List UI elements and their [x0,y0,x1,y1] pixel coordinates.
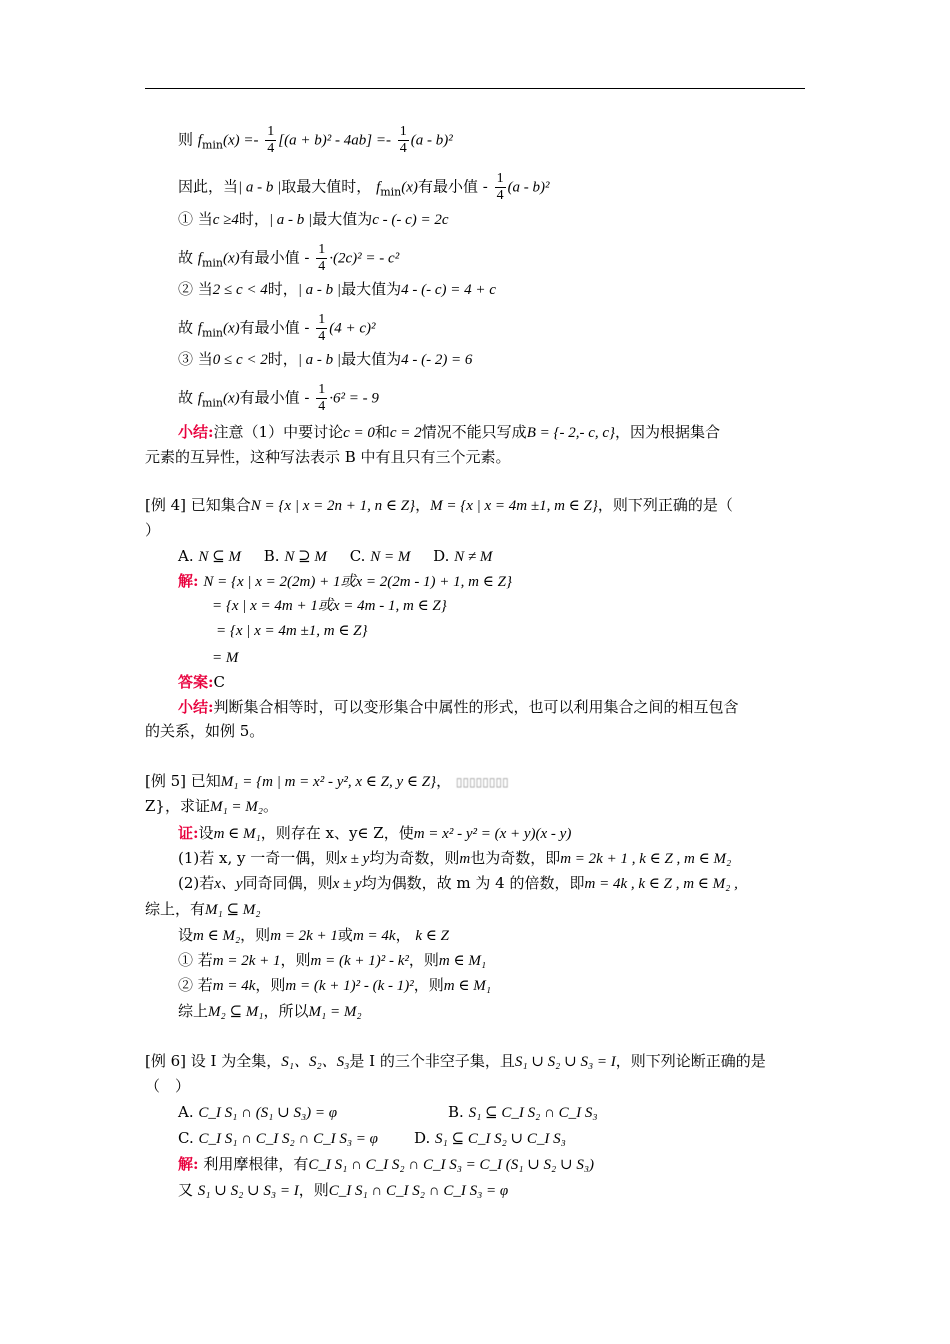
fraction: $\frac{1}{4}$ [318,312,326,344]
fraction: $\frac{1}{4}$ [496,171,504,203]
ex4-solution-2: = {x | x = 4m + 1或x = 4m - 1, m ∈ Z} [212,598,447,614]
line-case1-result: 故 $f_{min}(x)$有最小值 - $\frac{1}{4}$ ·(2c)² = - c² [178,242,400,274]
line-therefore: 因此，当| a - b |取最大值时， $f_{min}(x)$有最小值 - $\frac{1}{4}$ (a - b)² [178,171,550,203]
fraction: $\frac{1}{4}$ [267,124,275,156]
ex5-proof-3: (2)若x、y同奇同偶，则x ± y均为偶数，故 m 为 4 的倍数，即m = 4k , k ∈ Z , m ∈ M₂ , [178,874,738,892]
ex4-summary-2: 的关系，如例 5。 [145,722,265,740]
ex4-answer: 答案:C [178,673,226,691]
line-fmin-formula: 则 $f_{min}(x)$ =- $\frac{1}{4}$ [(a + b)² - 4ab] =- $\frac{1}{4}$ (a - b)² [178,124,453,156]
line-case3-result: 故 $f_{min}(x)$有最小值 - $\frac{1}{4}$ ·6² = - 9 [178,382,379,414]
garbled-text-image: ▯▯▯▯▯▯▯▯ [455,775,509,789]
summary1-line2: 元素的互异性，这种写法表示 B 中有且只有三个元素。 [145,448,511,466]
ex4-question: [例 4] 已知集合N = {x | x = 2n + 1, n ∈ Z}，M = {x | x = 4m ±1, m ∈ Z}，则下列正确的是（ [145,496,733,514]
ex5-proof-4: 综上，有M₁ ⊆ M₂ [145,900,261,918]
fraction: $\frac{1}{4}$ [318,382,326,414]
fraction: $\frac{1}{4}$ [399,124,407,156]
ex5-proof-8: 综上M₂ ⊆ M₁，所以M₁ = M₂ [178,1002,362,1020]
ex5-proof-1: 证:设m ∈ M₁，则存在 x、y∈ Z，使m = x² - y² = (x + y)(x - y) [178,824,572,842]
ex6-option-c: C. C_I S₁ ∩ C_I S₂ ∩ C_I S₃ = φ [178,1129,378,1147]
ex4-summary-1: 小结:判断集合相等时，可以变形集合中属性的形式，也可以利用集合之间的相互包含 [178,698,739,716]
ex6-question: [例 6] 设 I 为全集，S₁、S₂、S₃是 I 的三个非空子集，且S₁ ∪ S₂ ∪ S₃ = I，则下列论断正确的是 [145,1052,766,1070]
header-rule [145,88,805,89]
ex5-proof-5: 设m ∈ M₂，则m = 2k + 1或m = 4k， k ∈ Z [178,926,449,944]
ex5-proof-6: ① 若m = 2k + 1，则m = (k + 1)² - k²，则m ∈ M₁ [178,951,487,969]
ex5-question-2: Z}，求证M₁ = M₂。 [145,797,279,815]
summary1-line1: 小结:注意（1）中要讨论c = 0和c = 2情况不能只写成B = {- 2,- c, c}，因为根据集合 [178,423,721,441]
ex4-solution-1: 解: N = {x | x = 2(2m) + 1或x = 2(2m - 1) + 1, m ∈ Z} [178,572,512,590]
ex5-proof-2: (1)若 x, y 一奇一偶，则x ± y均为奇数，则m也为奇数，即m = 2k + 1 , k ∈ Z , m ∈ M₂ [178,849,732,867]
ex6-option-d: D. S₁ ⊆ C_I S₂ ∪ C_I S₃ [414,1129,566,1147]
line-case1: ① 当c ≥4时，| a - b |最大值为c - (- c) = 2c [178,210,449,228]
ex4-options: A. N ⊆ M B. N ⊇ M C. N = M D. N ≠ M [178,547,493,565]
line-case2-result: 故 $f_{min}(x)$有最小值 - $\frac{1}{4}$ (4 + c)² [178,312,376,344]
line-case3: ③ 当0 ≤ c < 2时，| a - b |最大值为4 - (- 2) = 6 [178,350,473,368]
ex6-question-end: （ ） [145,1077,191,1095]
ex6-solution-2: 又 S₁ ∪ S₂ ∪ S₃ = I，则C_I S₁ ∩ C_I S₂ ∩ C_I S₃ = φ [178,1181,509,1199]
ex4-question-end: ） [145,521,161,539]
ex5-proof-7: ② 若m = 4k，则m = (k + 1)² - (k - 1)²，则m ∈ M₁ [178,976,491,994]
ex6-option-b: B. S₁ ⊆ C_I S₂ ∩ C_I S₃ [448,1103,598,1121]
ex6-solution-1: 解: 利用摩根律，有C_I S₁ ∩ C_I S₂ ∩ C_I S₃ = C_I (S₁ ∪ S₂ ∪ S₃) [178,1155,595,1173]
fraction: $\frac{1}{4}$ [318,242,326,274]
ex4-solution-4: = M [212,650,239,666]
ex6-option-a: A. C_I S₁ ∩ (S₁ ∪ S₃) = φ [178,1103,338,1121]
line-case2: ② 当2 ≤ c < 4时，| a - b |最大值为4 - (- c) = 4 + c [178,280,496,298]
ex4-solution-3: = {x | x = 4m ±1, m ∈ Z} [216,623,368,639]
ex5-question: [例 5] 已知M₁ = {m | m = x² - y², x ∈ Z, y ∈ Z}， ▯▯▯▯▯▯▯▯ [145,770,509,793]
